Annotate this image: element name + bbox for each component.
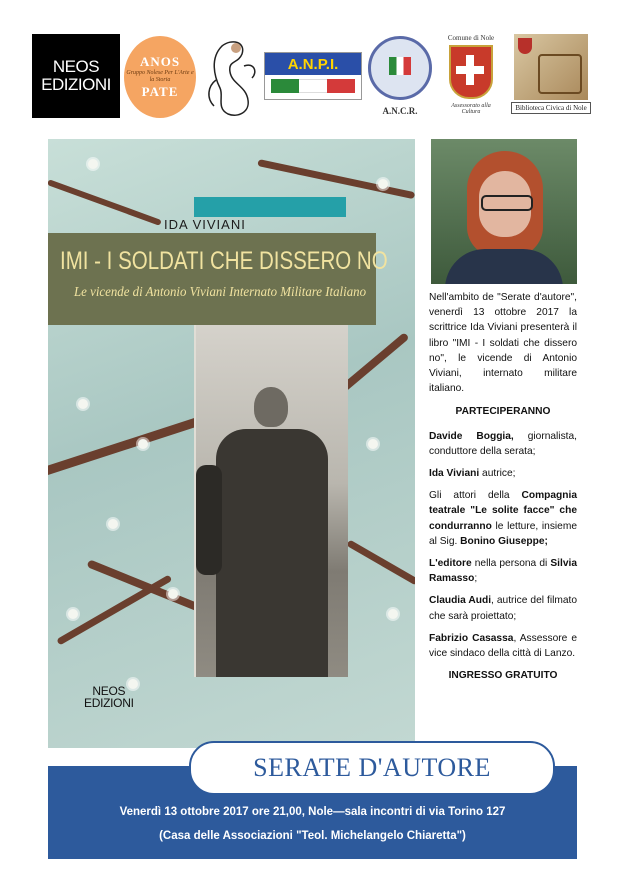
soldier-photo <box>194 325 348 677</box>
publisher-line2: EDIZIONI <box>84 696 134 710</box>
soldier-uniform <box>216 429 328 677</box>
series-title: SERATE D'AUTORE <box>253 753 491 782</box>
soldier-head <box>254 387 288 427</box>
blossom-icon <box>378 179 388 189</box>
publisher-line1: NEOS <box>92 684 126 698</box>
blossom-icon <box>108 519 118 529</box>
glasses-icon <box>481 195 533 211</box>
library-emblem-icon <box>514 34 588 100</box>
biblioteca-logo <box>509 34 593 122</box>
cover-publisher-logo <box>84 685 134 709</box>
anos-sub: Gruppo Nolese Per L'Arte e la Storia <box>126 70 194 83</box>
blossom-icon <box>368 439 378 449</box>
participant-item: Claudia Audi, autrice del filmato che sarà proiettato; <box>429 595 578 622</box>
anos-bottom: PATE <box>141 84 179 99</box>
dancer-logo-icon <box>202 36 260 120</box>
biblioteca-label: Biblioteca Civica di Nole <box>511 102 591 114</box>
soldier-arm <box>196 465 222 575</box>
ancr-label: A.N.C.R. <box>382 106 418 116</box>
participant-item: Gli attori della Compagnia teatrale "Le solite facce" che condurranno le letture, insieme al Sig. Bonino Giuseppe; <box>429 490 577 547</box>
neos-line1: NEOS <box>52 57 100 76</box>
participant-item: Ida Viviani autrice; <box>429 468 516 480</box>
cover-title: IMI - I SOLDATI CHE DISSERO NO <box>60 247 388 275</box>
blossom-icon <box>168 589 178 599</box>
author-portrait <box>431 139 577 284</box>
portrait-shirt <box>445 249 563 284</box>
anpi-logo <box>264 52 362 100</box>
author-last: VIVIANI <box>192 217 246 232</box>
cover-accent-strip <box>194 197 346 217</box>
participants-heading: PARTECIPERANNO <box>455 406 551 418</box>
cover-author <box>164 217 246 232</box>
anos-pate-logo <box>124 36 196 118</box>
series-banner <box>189 741 555 795</box>
author-first: IDA <box>164 217 188 232</box>
anos-top: ANOS <box>139 54 181 69</box>
blossom-icon <box>388 609 398 619</box>
cover-title-box <box>48 233 388 325</box>
event-venue: (Casa delle Associazioni "Teol. Michelangelo Chiaretta") <box>159 830 466 842</box>
ancr-emblem-icon <box>368 36 432 100</box>
ancr-logo <box>367 36 433 120</box>
sponsor-logos <box>0 0 624 130</box>
blossom-icon <box>88 159 98 169</box>
participant-item: Davide Boggia, giornalista, conduttore della serata; <box>429 430 577 457</box>
blossom-icon <box>138 439 148 449</box>
comune-nole-logo <box>443 34 499 120</box>
coat-of-arms-icon <box>449 45 493 99</box>
participant-item: L'editore nella persona di Silvia Ramasso; <box>429 558 577 585</box>
event-date-location: Venerdì 13 ottobre 2017 ore 21,00, Nole—sala incontri di via Torino 127 <box>119 806 506 818</box>
assessorato-label: Assessorato alla Cultura <box>451 103 491 115</box>
participant-item: Fabrizio Casassa, Assessore e vice sindaco della città di Lanzo. <box>429 632 577 660</box>
event-description <box>429 290 577 692</box>
comune-label: Comune di Nole <box>447 34 495 42</box>
anpi-label: A.N.P.I. <box>265 53 361 75</box>
neos-line2: EDIZIONI <box>41 75 111 94</box>
book-cover <box>48 139 415 748</box>
blossom-icon <box>68 609 78 619</box>
free-entry: INGRESSO GRATUITO <box>448 670 558 682</box>
blossom-icon <box>78 399 88 409</box>
cover-subtitle: Le vicende di Antonio Viviani Internato Militare Italiano <box>74 285 367 300</box>
italian-flag-icon <box>271 79 355 93</box>
neos-edizioni-logo <box>32 34 120 118</box>
intro-paragraph: Nell'ambito de "Serate d'autore", venerdì 13 ottobre 2017 la scrittrice Ida Viviani presenterà il libro "IMI - I soldati che dissero no", le vicende di Antonio Viviani, internato militare italiano. <box>429 292 577 395</box>
